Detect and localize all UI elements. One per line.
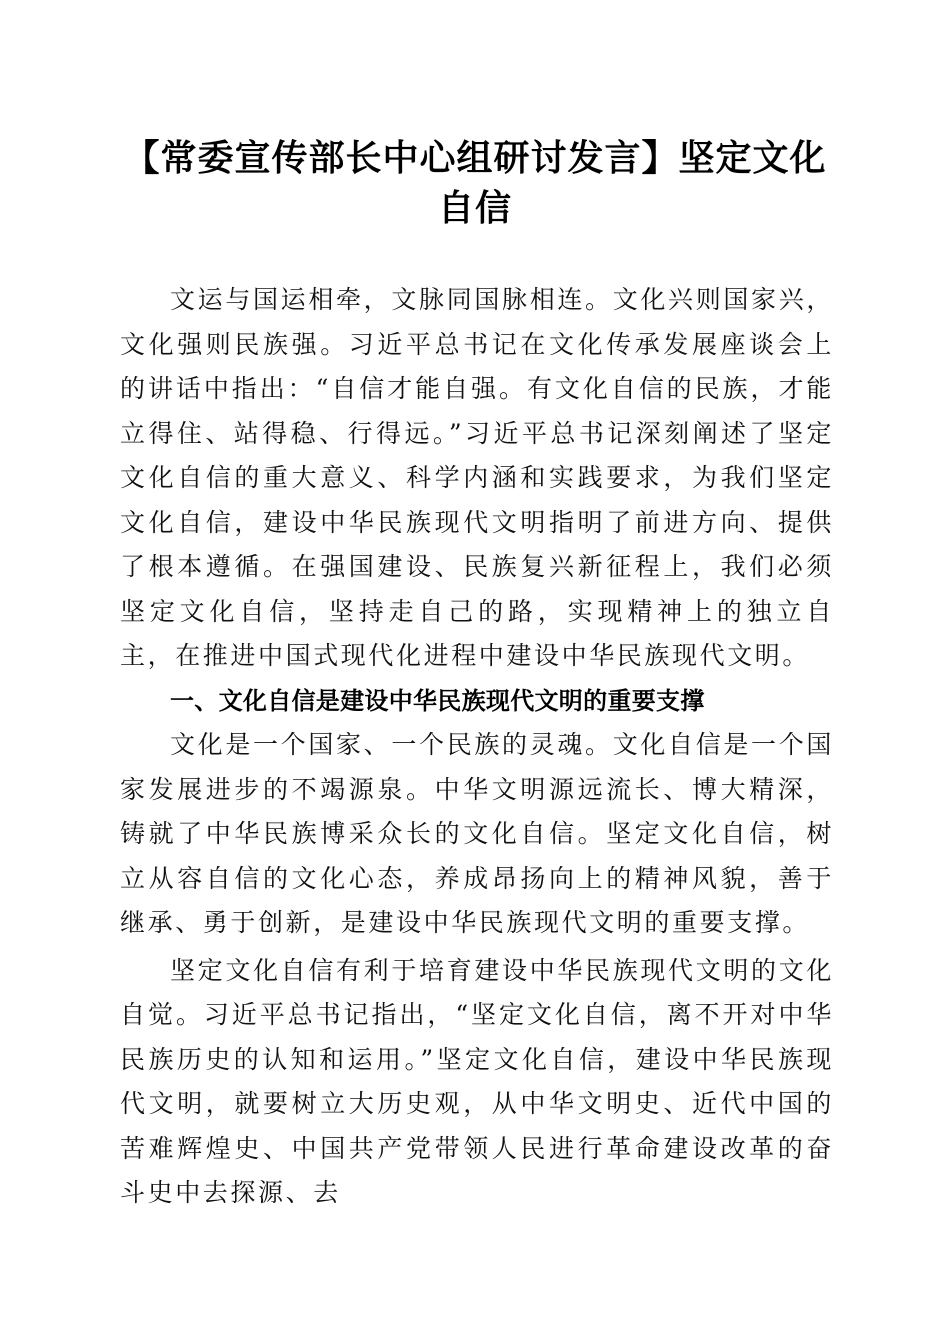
document-title: 【常委宣传部长中心组研讨发言】坚定文化自信: [123, 137, 827, 229]
intro-paragraph: 文运与国运相牵，文脉同国脉相连。文化兴则国家兴，文化强则民族强。习近平总书记在文化传承发展座谈会上的讲话中指出：“自信才能自强。有文化自信的民族，才能立得住、站得稳、行得远。”习近平总书记深刻阐述了坚定文化自信的重大意义、科学内涵和实践要求，为我们坚定文化自信，建设中华民族现代文明指明了前进方向、提供了根本遵循。在强国建设、民族复兴新征程上，我们必须坚定文化自信，坚持走自己的路，实现精神上的独立自主，在推进中国式现代化进程中建设中华民族现代文明。: [120, 285, 834, 670]
section-heading-1: 一、文化自信是建设中华民族现代文明的重要支撑: [170, 686, 705, 715]
body-paragraph: 文化是一个国家、一个民族的灵魂。文化自信是一个国家发展进步的不竭源泉。中华文明源远流长、博大精深，铸就了中华民族博采众长的文化自信。坚定文化自信，树立从容自信的文化心态，养成昂扬向上的精神风貌，善于继承、勇于创新，是建设中华民族现代文明的重要支撑。: [120, 730, 834, 937]
body-paragraph: 坚定文化自信有利于培育建设中华民族现代文明的文化自觉。习近平总书记指出，“坚定文化自信，离不开对中华民族历史的认知和运用。”坚定文化自信，建设中华民族现代文明，就要树立大历史观，从中华文明史、近代中国的苦难辉煌史、中国共产党带领人民进行革命建设改革的奋斗史中去探源、去: [120, 955, 834, 1207]
document-body: [120, 278, 834, 1216]
